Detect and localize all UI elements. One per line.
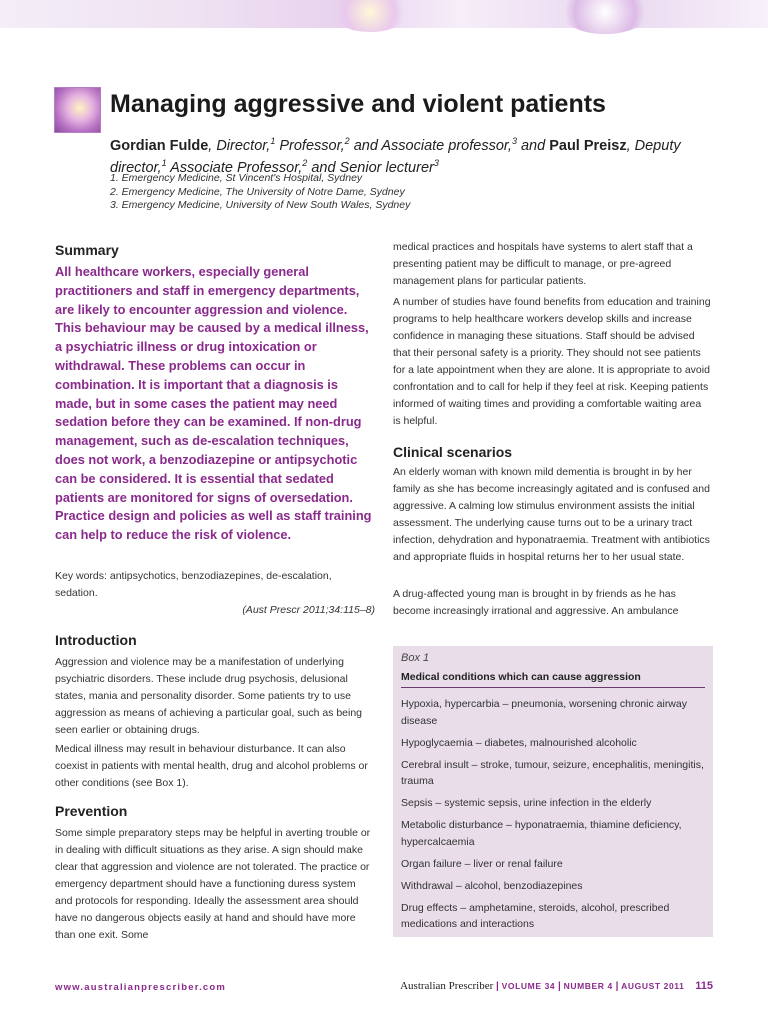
author-role: Professor, bbox=[275, 137, 345, 154]
citation: (Aust Prescr 2011;34:115–8) bbox=[242, 604, 375, 616]
box-title: Medical conditions which can cause aggression bbox=[401, 671, 641, 683]
banner-flower-highlight bbox=[560, 0, 650, 34]
author-name: Paul Preisz bbox=[549, 137, 627, 154]
box-condition-list bbox=[401, 696, 707, 938]
clinical-scenarios-heading: Clinical scenarios bbox=[393, 444, 513, 460]
body-paragraph: A number of studies have found benefits from education and training programs to help healthcare workers develop skills and increase confidence in managing these situations. Staff should be advised that their personal safety is a priority. They should not see patients for a late appointment when they are alone. It is appropriate to avoid confrontation and to call for help if they feel at risk. Keeping patients informed of waiting times and providing a comfortable waiting area is helpful. bbox=[393, 296, 711, 427]
affiliation-marker: 3 bbox=[433, 157, 439, 168]
banner-flower-highlight bbox=[330, 0, 410, 32]
body-paragraph: medical practices and hospitals have systems to alert staff that a presenting patient may be difficult to manage, or pre-agreed management plans for particular patients. bbox=[393, 241, 693, 287]
affiliation-item: 2. Emergency Medicine, The University of Notre Dame, Sydney bbox=[110, 185, 405, 198]
box-label: Box 1 bbox=[401, 652, 430, 664]
affiliation-marker: 2 bbox=[344, 136, 350, 146]
website-link[interactable]: www.australianprescriber.com bbox=[55, 982, 227, 993]
box-list-item: Drug effects – amphetamine, steroids, alcohol, prescribed medications and interactions bbox=[401, 901, 670, 930]
author-role: Associate Professor, bbox=[166, 159, 303, 176]
page-number: 115 bbox=[695, 980, 713, 992]
box-list-item: Metabolic disturbance – hyponatraemia, thiamine deficiency, hypercalcaemia bbox=[401, 819, 682, 848]
prevention-heading: Prevention bbox=[55, 803, 128, 819]
introduction-heading: Introduction bbox=[55, 632, 137, 648]
article-title: Managing aggressive and violent patients bbox=[110, 90, 606, 118]
affiliation-marker: 1 bbox=[270, 136, 276, 146]
box-list-item: Withdrawal – alcohol, benzodiazepines bbox=[401, 879, 583, 892]
author-line bbox=[110, 133, 710, 177]
journal-date: AUGUST 2011 bbox=[621, 981, 685, 991]
author-conjunction: and bbox=[516, 137, 550, 154]
journal-number: NUMBER 4 bbox=[563, 981, 613, 991]
author-name: Gordian Fulde bbox=[110, 137, 209, 154]
affiliation-list bbox=[110, 172, 410, 213]
keywords: Key words: antipsychotics, benzodiazepines, de-escalation, sedation. bbox=[55, 570, 332, 599]
affiliation-item: 1. Emergency Medicine, St Vincent's Hospital, Sydney bbox=[110, 172, 363, 184]
footer-separator: | bbox=[496, 981, 499, 992]
box-list-item: Organ failure – liver or renal failure bbox=[401, 857, 563, 870]
box-1-panel bbox=[393, 646, 713, 937]
article-thumbnail-image bbox=[54, 87, 101, 133]
prevention-paragraph: Some simple preparatory steps may be helpful in averting trouble or in dealing with difficult situations as they arise. A sign should make clear that aggression and violence are not tolerated. The practice or emergency department should have a functioning duress system and protocols for responding. Ideally the assessment area should have no dangerous objects easily at hand and should have more than one exit. Some bbox=[55, 827, 371, 941]
author-role: , Deputy director, bbox=[110, 137, 681, 176]
summary-heading: Summary bbox=[55, 242, 119, 258]
summary-text: All healthcare workers, especially general practitioners and staff in emergency departments, are likely to encounter aggression and violence. This behaviour may be caused by a medical illness, a psychiatric illness or drug intoxication or withdrawal. These problems can occur in combination. It is important that a diagnosis is made, but in some cases the patient may need sedation before they can be examined. If non-drug management, such as de-escalation techniques, does not work, a benzodiazepine or antipsychotic can be considered. It is essential that sedated patients are monitored for signs of oversedation. Practice design and policies as well as staff training can help to reduce the risk of violence. bbox=[55, 264, 372, 543]
clinical-paragraph: A drug-affected young man is brought in by friends as he has become increasingly irrational and aggressive. An ambulance bbox=[393, 588, 679, 617]
journal-name: Australian Prescriber bbox=[400, 980, 494, 992]
affiliation-marker: 2 bbox=[302, 157, 308, 168]
header-banner-image bbox=[0, 0, 768, 28]
footer-separator: | bbox=[615, 981, 619, 992]
affiliation-marker: 1 bbox=[161, 157, 167, 168]
box-list-item: Hypoglycaemia – diabetes, malnourished alcoholic bbox=[401, 736, 637, 749]
journal-volume: VOLUME 34 bbox=[501, 981, 556, 991]
introduction-paragraph: Aggression and violence may be a manifestation of underlying psychiatric disorders. These include drug psychosis, delusional states, mania and personality disorder. Some patients try to use aggression as means of achieving a particular goal, such as being seen earlier or obtaining drugs. bbox=[55, 656, 363, 736]
introduction-paragraph: Medical illness may result in behaviour disturbance. It can also coexist in patients with mental health, drug and alcohol problems or other conditions (see Box 1). bbox=[55, 743, 368, 789]
box-list-item: Cerebral insult – stroke, tumour, seizure, encephalitis, meningitis, trauma bbox=[401, 758, 704, 787]
author-role: and Associate professor, bbox=[349, 137, 512, 154]
author-role: and Senior lecturer bbox=[307, 159, 434, 176]
clinical-paragraph: An elderly woman with known mild dementia is brought in by her family as she has become increasingly agitated and is confused and aggressive. A calming low stimulus environment assists the initial assessment. The underlying cause turns out to be a urinary tract infection, dehydration and hyponatraemia. Treatment with antibiotics and appropriate fluids in hospital returns her to her usual state. bbox=[393, 466, 710, 563]
affiliation-item: 3. Emergency Medicine, University of New South Wales, Sydney bbox=[110, 199, 411, 211]
affiliation-marker: 3 bbox=[511, 136, 517, 146]
author-role: , Director, bbox=[208, 137, 271, 154]
footer-journal-info bbox=[400, 980, 713, 992]
box-divider bbox=[401, 687, 705, 688]
box-list-item: Hypoxia, hypercarbia – pneumonia, worsening chronic airway disease bbox=[401, 698, 687, 727]
box-list-item: Sepsis – systemic sepsis, urine infection in the elderly bbox=[401, 797, 652, 809]
footer-separator: | bbox=[558, 981, 561, 992]
